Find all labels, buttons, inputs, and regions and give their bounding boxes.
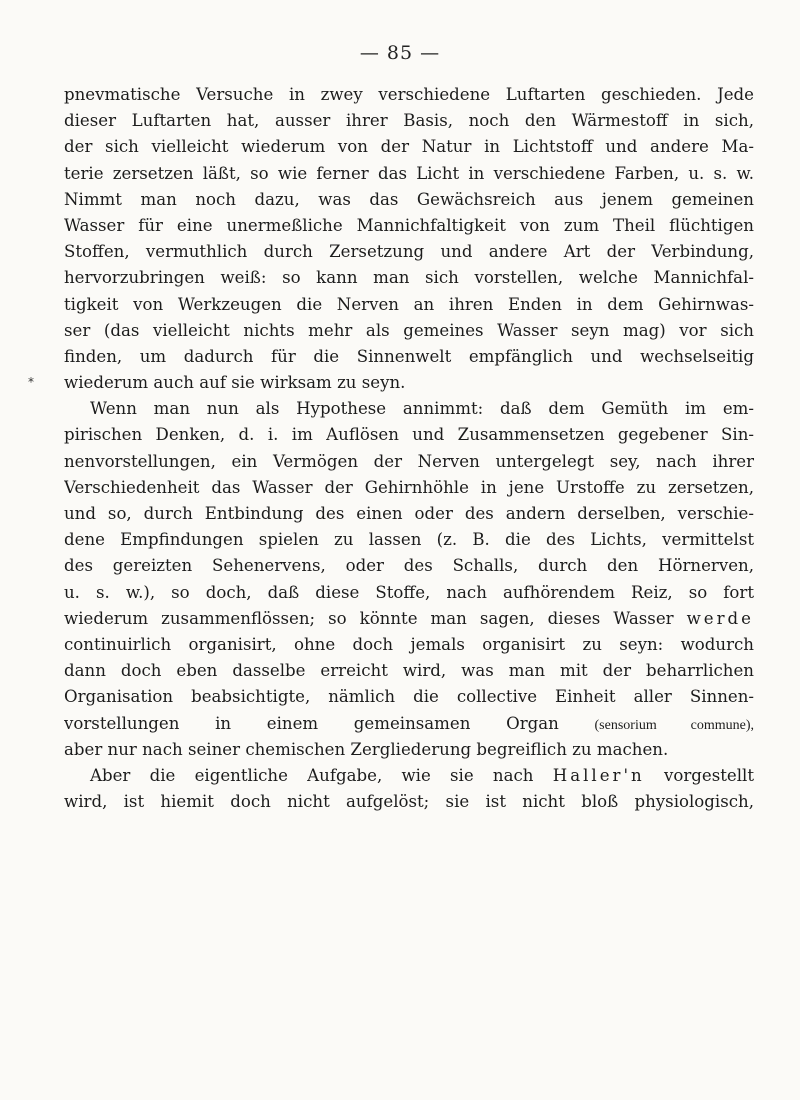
text-line: pirischen Denken, d. i. im Auflösen und Zusammensetzen gegebener Sin- <box>64 425 754 445</box>
text-line: wiederum auch auf sie wirksam zu seyn. <box>64 373 406 393</box>
text-line: Organisation beabsichtigte, nämlich die collective Einheit aller Sinnen- <box>64 687 754 707</box>
text-line <box>64 711 754 737</box>
text-line: dieser Luftarten hat, ausser ihrer Basis, noch den Wärmestoff in sich, <box>64 111 754 131</box>
text-segment: wiederum zusammenflössen; so könnte man sagen, dieses Wasser <box>64 608 674 628</box>
text-segment: vorstellungen in einem gemeinsamen Organ <box>64 713 559 733</box>
emphasis-word: werde <box>686 608 754 628</box>
text-line: der sich vielleicht wiederum von der Natur in Lichtstoff und andere Ma- <box>64 137 754 157</box>
text-line: Stoffen, vermuthlich durch Zersetzung und andere Art der Verbindung, <box>64 242 754 262</box>
text-line: continuirlich organisirt, ohne doch jemals organisirt zu seyn: wodurch <box>64 634 754 654</box>
page-number: — 85 — <box>359 42 441 64</box>
text-line: aber nur nach seiner chemischen Zergliederung begreiflich zu machen. <box>64 739 669 759</box>
text-line: terie zersetzen läßt, so wie ferner das Licht in verschiedene Farben, u. s. w. <box>64 163 754 183</box>
text-line: Verschiedenheit das Wasser der Gehirnhöhle in jene Urstoffe zu zersetzen, <box>64 477 754 497</box>
text-line: ser (das vielleicht nichts mehr als gemeines Wasser seyn mag) vor sich <box>64 320 754 340</box>
text-line: pnevmatische Versuche in zwey verschiedene Luftarten geschieden. Jede <box>64 85 754 104</box>
text-line: nenvorstellungen, ein Vermögen der Nerven untergelegt sey, nach ihrer <box>64 451 754 471</box>
margin-mark: * <box>28 375 34 389</box>
text-line: u. s. w.), so doch, daß diese Stoffe, nach aufhörendem Reiz, so fort <box>64 582 754 602</box>
text-line: und so, durch Entbindung des einen oder des andern derselben, verschie- <box>64 504 754 523</box>
body-text <box>64 82 754 815</box>
text-line: finden, um dadurch für die Sinnenwelt empfänglich und wechselseitig <box>64 346 754 366</box>
latin-phrase: (sensorium commune), <box>594 717 754 733</box>
emphasis-name: Haller'n <box>552 765 645 785</box>
text-line: hervorzubringen weiß: so kann man sich vorstellen, welche Mannichfal- <box>64 268 754 288</box>
text-line: wird, ist hiemit doch nicht aufgelöst; sie ist nicht bloß physiologisch, <box>64 792 754 812</box>
text-line: Wasser für eine unermeßliche Mannichfaltigkeit von zum Theil flüchtigen <box>64 215 754 235</box>
text-line: dene Empfindungen spielen zu lassen (z. B. die des Lichts, vermittelst <box>64 530 754 550</box>
paragraph-start-line <box>64 763 754 789</box>
text-segment: Aber die eigentliche Aufgabe, wie sie nach <box>90 765 534 785</box>
text-line: des gereizten Sehenervens, oder des Schalls, durch den Hörnerven, <box>64 556 754 576</box>
text-line: tigkeit von Werkzeugen die Nerven an ihren Enden in dem Gehirnwas- <box>64 294 754 314</box>
text-segment: vorgestellt <box>663 765 754 785</box>
text-line: dann doch eben dasselbe erreicht wird, was man mit der beharrlichen <box>64 661 754 681</box>
text-line: Nimmt man noch dazu, was das Gewächsreich aus jenem gemeinen <box>64 189 754 209</box>
paragraph-start-line: Wenn man nun als Hypothese annimmt: daß dem Gemüth im em- <box>90 399 754 419</box>
text-line <box>64 606 754 632</box>
